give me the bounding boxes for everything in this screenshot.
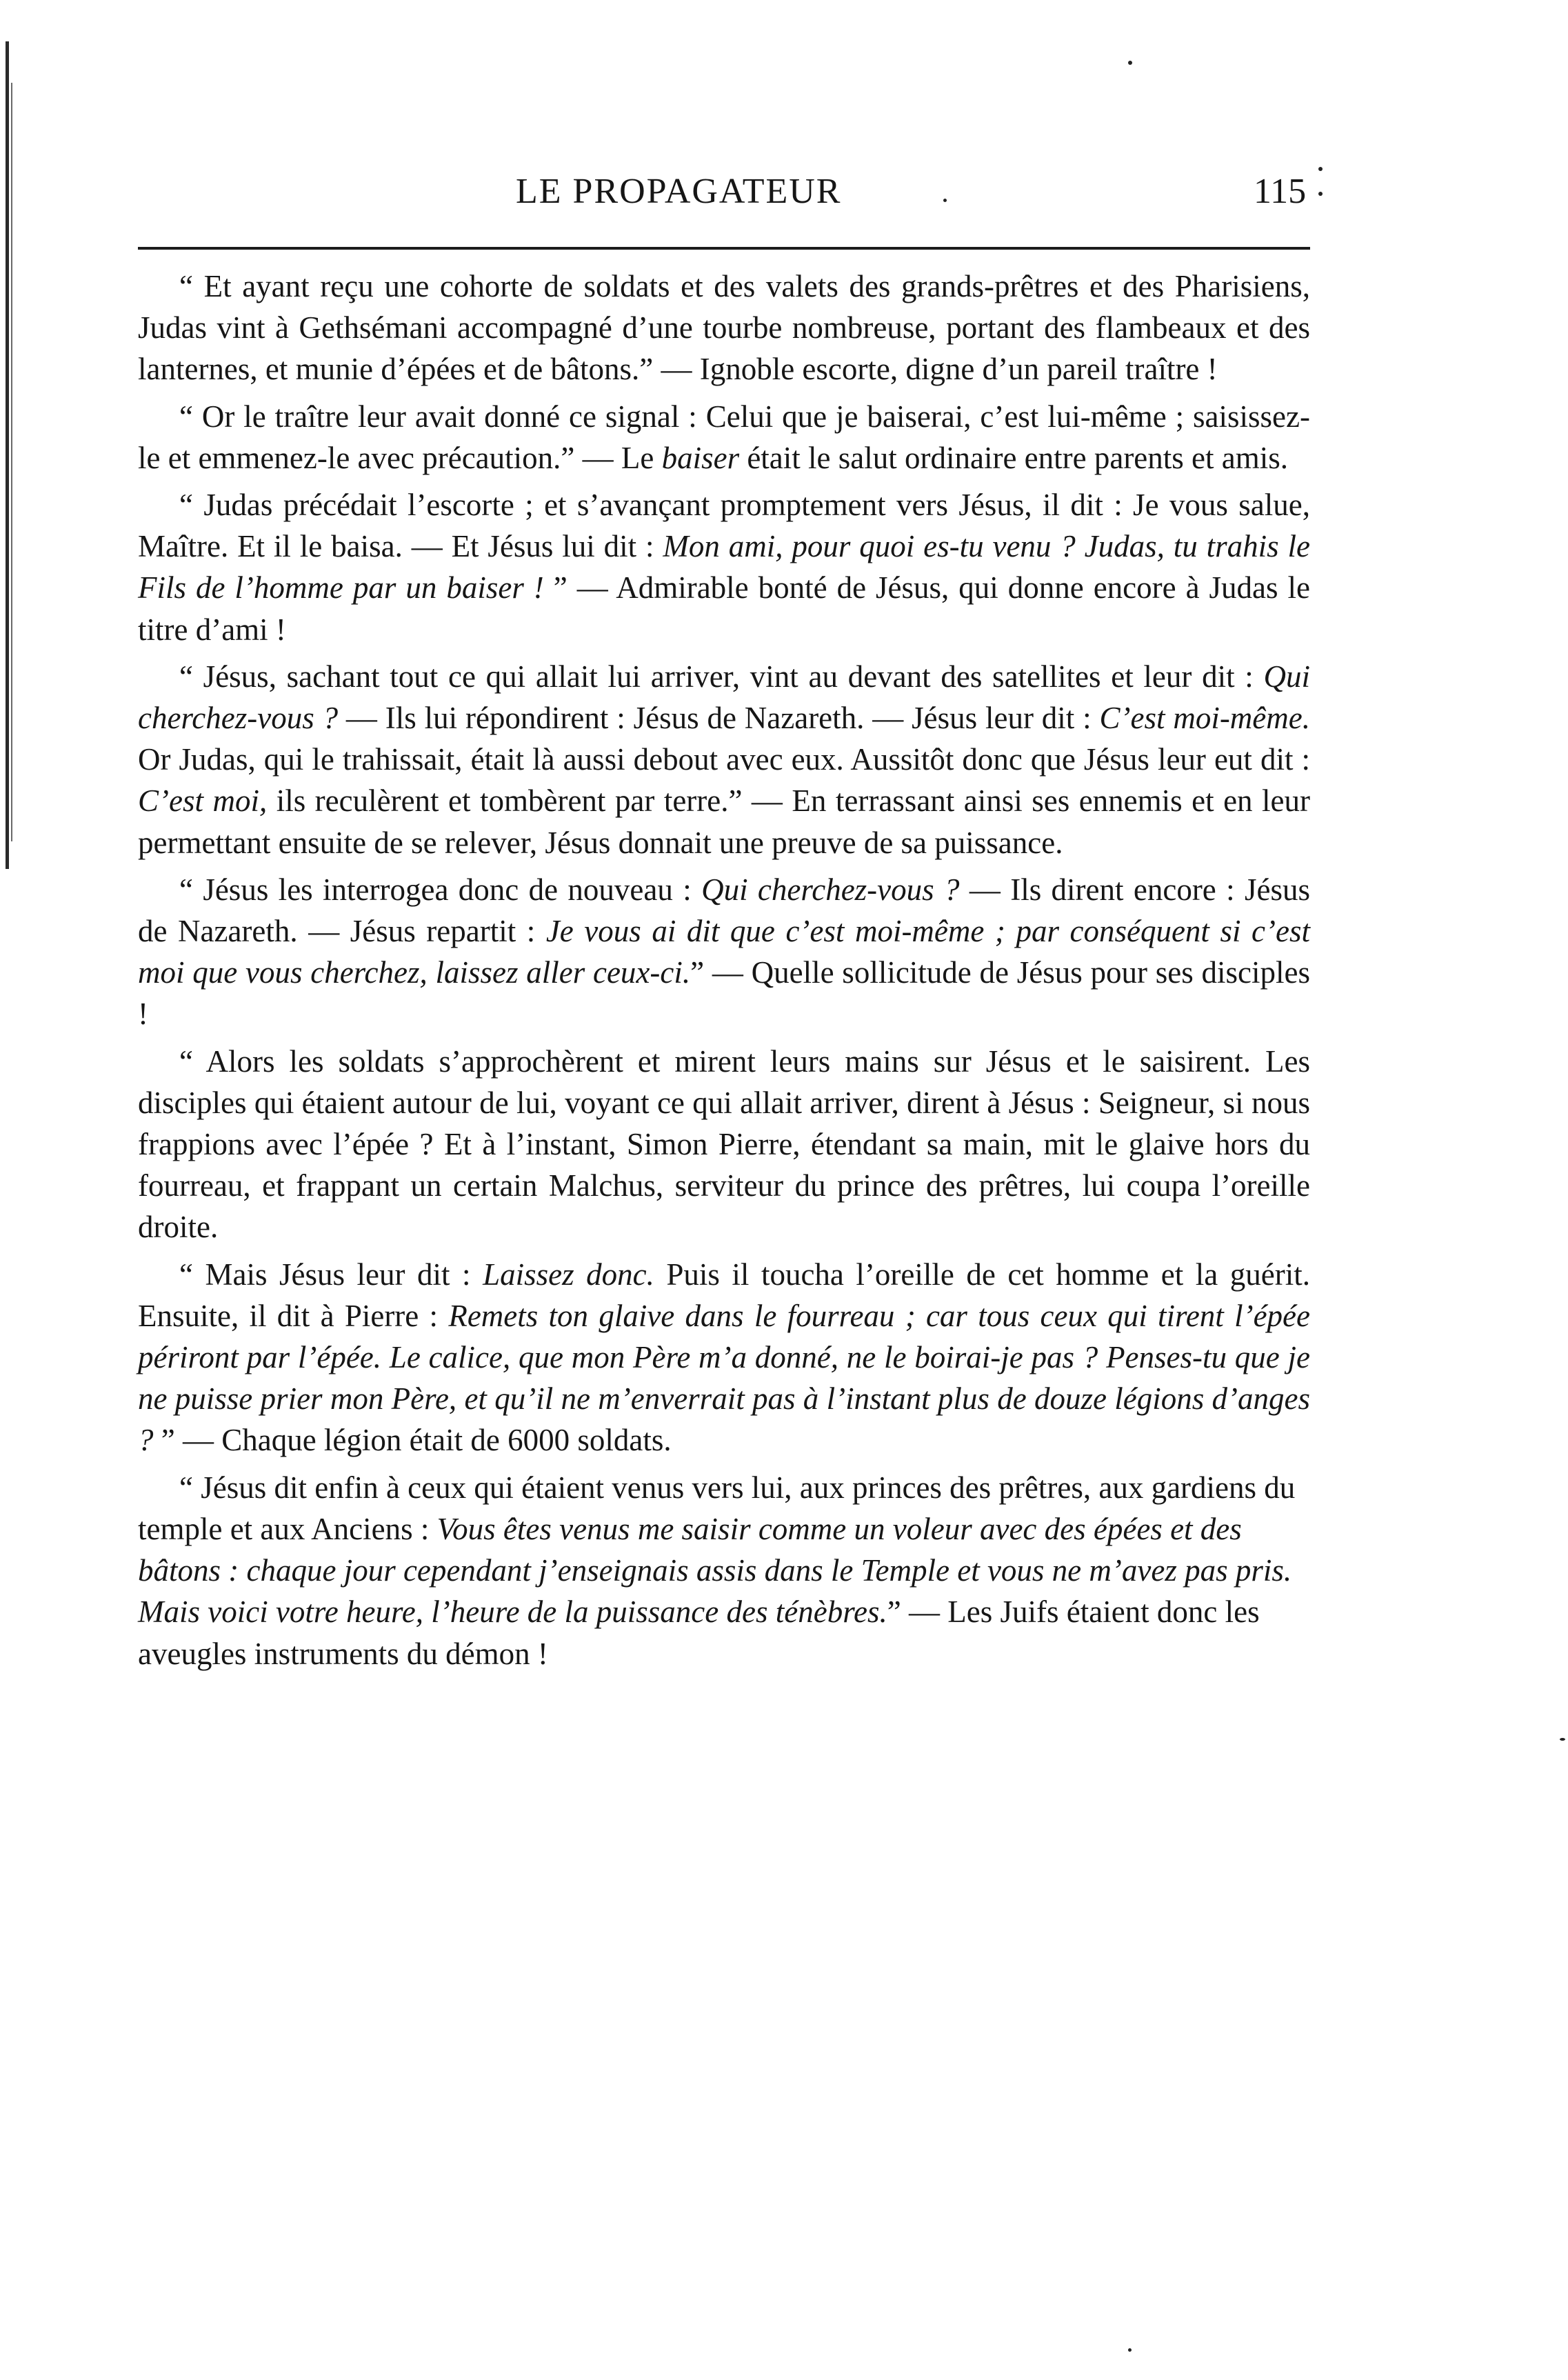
text-segment: “ Judas précédait l’escorte ; et s’avançant promptement vers Jésus, il dit : Je vous salue, Maître. Et il le baisa. — Et Jésus lui dit : xyxy=(138,488,1310,564)
page-number: 115 xyxy=(1254,172,1307,211)
running-title: LE PROPAGATEUR xyxy=(516,172,842,211)
binding-edge-shadow xyxy=(6,41,9,869)
paragraph xyxy=(138,396,1310,479)
italic-segment: C’est moi-même. xyxy=(1099,701,1310,736)
italic-segment: Je vous ai dit que c’est moi-même ; par conséquent si c’est moi que vous cherchez, laissez aller ceux-ci. xyxy=(138,914,1310,990)
text-segment: Or Judas, qui le trahissait, était là aussi debout avec eux. Aussitôt donc que Jésus leur eut dit : xyxy=(138,742,1310,777)
text-segment: “ Alors les soldats s’approchèrent et mirent leurs mains sur Jésus et le saisirent. Les disciples qui étaient autour de lui, voyant ce qui allait arriver, dirent à Jésus : Seigneur, si nous frappions avec l’épée ? Et à l’instant, Simon Pierre, étendant sa main, mit le glaive hors du fourreau, et frappant un certain Malchus, serviteur du prince des prêtres, lui coupa l’oreille droite. xyxy=(138,1043,1310,1245)
ink-speck xyxy=(1318,192,1323,196)
paragraph xyxy=(138,266,1310,390)
ink-speck xyxy=(1128,61,1132,65)
italic-segment: Remets ton glaive dans le fourreau ; car tous ceux qui tirent l’épée périront par l’épée. Le calice, que mon Père m’a donné, ne le boirai-je pas ? Penses-tu que je ne puisse prier mon Père, et qu’il ne m’enverrait pas à l’instant plus de douze légions d’anges ? xyxy=(138,1298,1310,1458)
text-segment: — Ils lui répondirent : Jésus de Nazareth. — Jésus leur dit : xyxy=(338,701,1100,736)
paragraph xyxy=(138,869,1310,1035)
ink-speck xyxy=(1318,167,1323,171)
italic-segment: Laissez donc. xyxy=(483,1257,654,1292)
text-segment: — Ils dirent encore : Jésus de Nazareth. — Jésus repartit : xyxy=(138,872,1310,949)
italic-segment: Qui cherchez-vous ? xyxy=(138,659,1310,736)
paragraph xyxy=(138,484,1310,650)
italic-segment: C’est moi, xyxy=(138,783,268,819)
header-rule xyxy=(138,247,1310,250)
paragraph xyxy=(138,1254,1310,1461)
text-segment: “ Mais Jésus leur dit : xyxy=(179,1257,483,1292)
page-header xyxy=(138,171,1310,226)
text-segment: Puis il toucha l’oreille de cet homme et la guérit. Ensuite, il dit à Pierre : xyxy=(138,1257,1310,1333)
text-segment: ils reculèrent et tombèrent par terre.” — En terrassant ainsi ses ennemis et en leur permettant ensuite de se relever, Jésus donnait une preuve de sa puissance. xyxy=(138,783,1310,860)
italic-segment: baiser xyxy=(661,440,740,475)
paragraph xyxy=(138,656,1310,863)
paragraph xyxy=(138,1041,1310,1248)
text-segment: “ Et ayant reçu une cohorte de soldats et des valets des grands-prêtres et des Pharisiens, Judas vint à Gethsémani accompagné d’une tourbe nombreuse, portant des flambeaux et des lanternes, et munie d’épées et de bâtons.” — Ignoble escorte, digne d’un pareil traître ! xyxy=(138,269,1310,387)
text-segment: ” — Quelle sollicitude de Jésus pour ses disciples ! xyxy=(138,955,1310,1032)
italic-segment: Vous êtes venus me saisir comme un voleur avec des épées et des bâtons : chaque jour cependant j’enseignais assis dans le Temple et vous ne m’avez pas pris. Mais voici votre heure, l’heure de la puissance des ténèbres. xyxy=(138,1511,1292,1630)
text-segment: “ Jésus dit enfin à ceux qui étaient venus vers lui, aux princes des prêtres, aux gardiens du temple et aux Anciens : xyxy=(138,1470,1296,1546)
italic-segment: Mon ami, pour quoi es-tu venu ? Judas, tu trahis le Fils de l’homme par un baiser ! xyxy=(138,529,1310,606)
paragraph xyxy=(138,1467,1310,1674)
binding-edge-line xyxy=(11,83,12,841)
text-segment: était le salut ordinaire entre parents et amis. xyxy=(739,440,1289,475)
text-segment: “ Jésus les interrogea donc de nouveau : xyxy=(179,872,702,907)
text-segment: ” — Chaque légion était de 6000 soldats. xyxy=(153,1423,672,1458)
text-segment: ” — Admirable bonté de Jésus, qui donne encore à Judas le titre d’ami ! xyxy=(138,570,1310,647)
text-segment: “ Jésus, sachant tout ce qui allait lui arriver, vint au devant des satellites et leur dit : xyxy=(179,659,1264,694)
ink-speck xyxy=(1128,2348,1132,2352)
body-text xyxy=(138,266,1310,1680)
ink-speck xyxy=(1560,1738,1565,1741)
text-segment: ” — Les Juifs étaient donc les aveugles instruments du démon ! xyxy=(138,1594,1260,1671)
italic-segment: Qui cherchez-vous ? xyxy=(701,872,960,907)
text-segment: “ Or le traître leur avait donné ce signal : Celui que je baiserai, c’est lui-même ; saisissez-le et emmenez-le avec précaution.” — Le xyxy=(138,399,1310,475)
